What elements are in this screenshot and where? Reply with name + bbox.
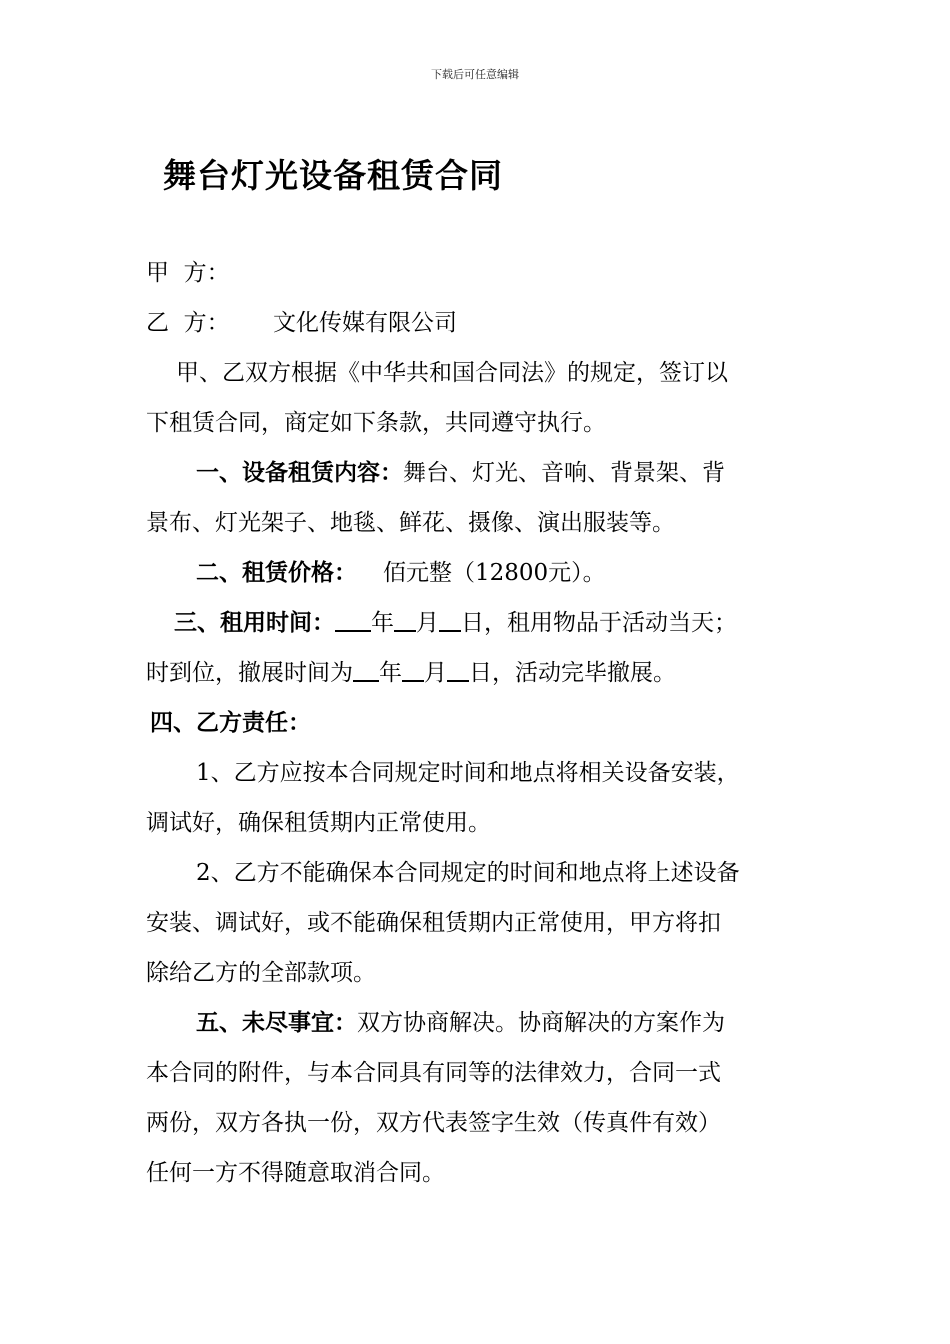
- section-3-line-1: [146, 608, 811, 638]
- section-5-line-4: 任何一方不得随意取消合同。: [146, 1160, 445, 1186]
- intro-line-2: 下租赁合同，商定如下条款，共同遵守执行。: [146, 410, 606, 436]
- year-label: 年: [371, 610, 394, 636]
- section-5-line-3: 两份，双方各执一份，双方代表签字生效（传真件有效）: [146, 1110, 721, 1136]
- party-b-label: 乙 方：: [146, 310, 230, 336]
- section-3-head-2: 时到位，撤展时间为: [146, 660, 353, 686]
- header-note: 下载后可任意编辑: [431, 68, 519, 81]
- section-4-item-2-line-1: 2、乙方不能确保本合同规定的时间和地点将上述设备: [196, 860, 740, 886]
- section-5-line-2: 本合同的附件，与本合同具有同等的法律效力，合同一式: [146, 1060, 721, 1086]
- party-b-line: [146, 308, 811, 338]
- party-a-label: 甲 方：: [146, 260, 230, 286]
- blank-start-month[interactable]: [394, 608, 416, 632]
- blank-start-year[interactable]: [335, 608, 371, 632]
- year-label: 年: [379, 660, 402, 686]
- blank-end-day[interactable]: [447, 658, 469, 682]
- section-4-item-2-line-2: 安装、调试好，或不能确保租赁期内正常使用，甲方将扣: [146, 910, 721, 936]
- blank-end-year[interactable]: [353, 658, 379, 682]
- section-5-text-1: 双方协商解决。协商解决的方案作为: [357, 1010, 725, 1036]
- section-4-heading-line: [146, 708, 815, 738]
- section-1-line-2: 景布、灯光架子、地毯、鲜花、摄像、演出服装等。: [146, 510, 675, 536]
- section-2-line: [146, 558, 811, 588]
- intro-line-1: 甲、乙双方根据《中华共和国合同法》的规定，签订以: [176, 360, 728, 386]
- month-label: 月: [424, 660, 447, 686]
- month-label: 月: [416, 610, 439, 636]
- section-2-text: 佰元整（12800元）。: [383, 560, 606, 586]
- section-1-heading: 一、设备租赁内容：: [196, 460, 403, 486]
- section-5-line-1: [146, 1008, 811, 1038]
- section-1-line-1: [146, 458, 811, 488]
- blank-end-month[interactable]: [402, 658, 424, 682]
- blank-start-day[interactable]: [439, 608, 461, 632]
- section-4-heading: 四、乙方责任：: [150, 710, 311, 736]
- section-4-item-2-line-3: 除给乙方的全部款项。: [146, 960, 376, 986]
- section-3-tail-1: ，租用物品于活动当天；: [484, 610, 737, 636]
- document-title: 舞台灯光设备租赁合同: [163, 156, 503, 195]
- section-1-text-1: 舞台、灯光、音响、背景架、背: [403, 460, 725, 486]
- section-4-item-1-line-2: 调试好，确保租赁期内正常使用。: [146, 810, 491, 836]
- section-3-line-2: [146, 658, 811, 688]
- day-label: 日: [469, 660, 492, 686]
- section-2-heading: 二、租赁价格：: [196, 560, 357, 586]
- section-5-heading: 五、未尽事宜：: [196, 1010, 357, 1036]
- section-3-heading: 三、租用时间：: [174, 610, 335, 636]
- section-4-item-1-line-1: 1、乙方应按本合同规定时间和地点将相关设备安装，: [196, 760, 740, 786]
- party-b-value: 文化传媒有限公司: [272, 310, 457, 336]
- day-label: 日: [461, 610, 484, 636]
- section-3-tail-2: ，活动完毕撤展。: [492, 660, 676, 686]
- party-a-line: [146, 258, 811, 288]
